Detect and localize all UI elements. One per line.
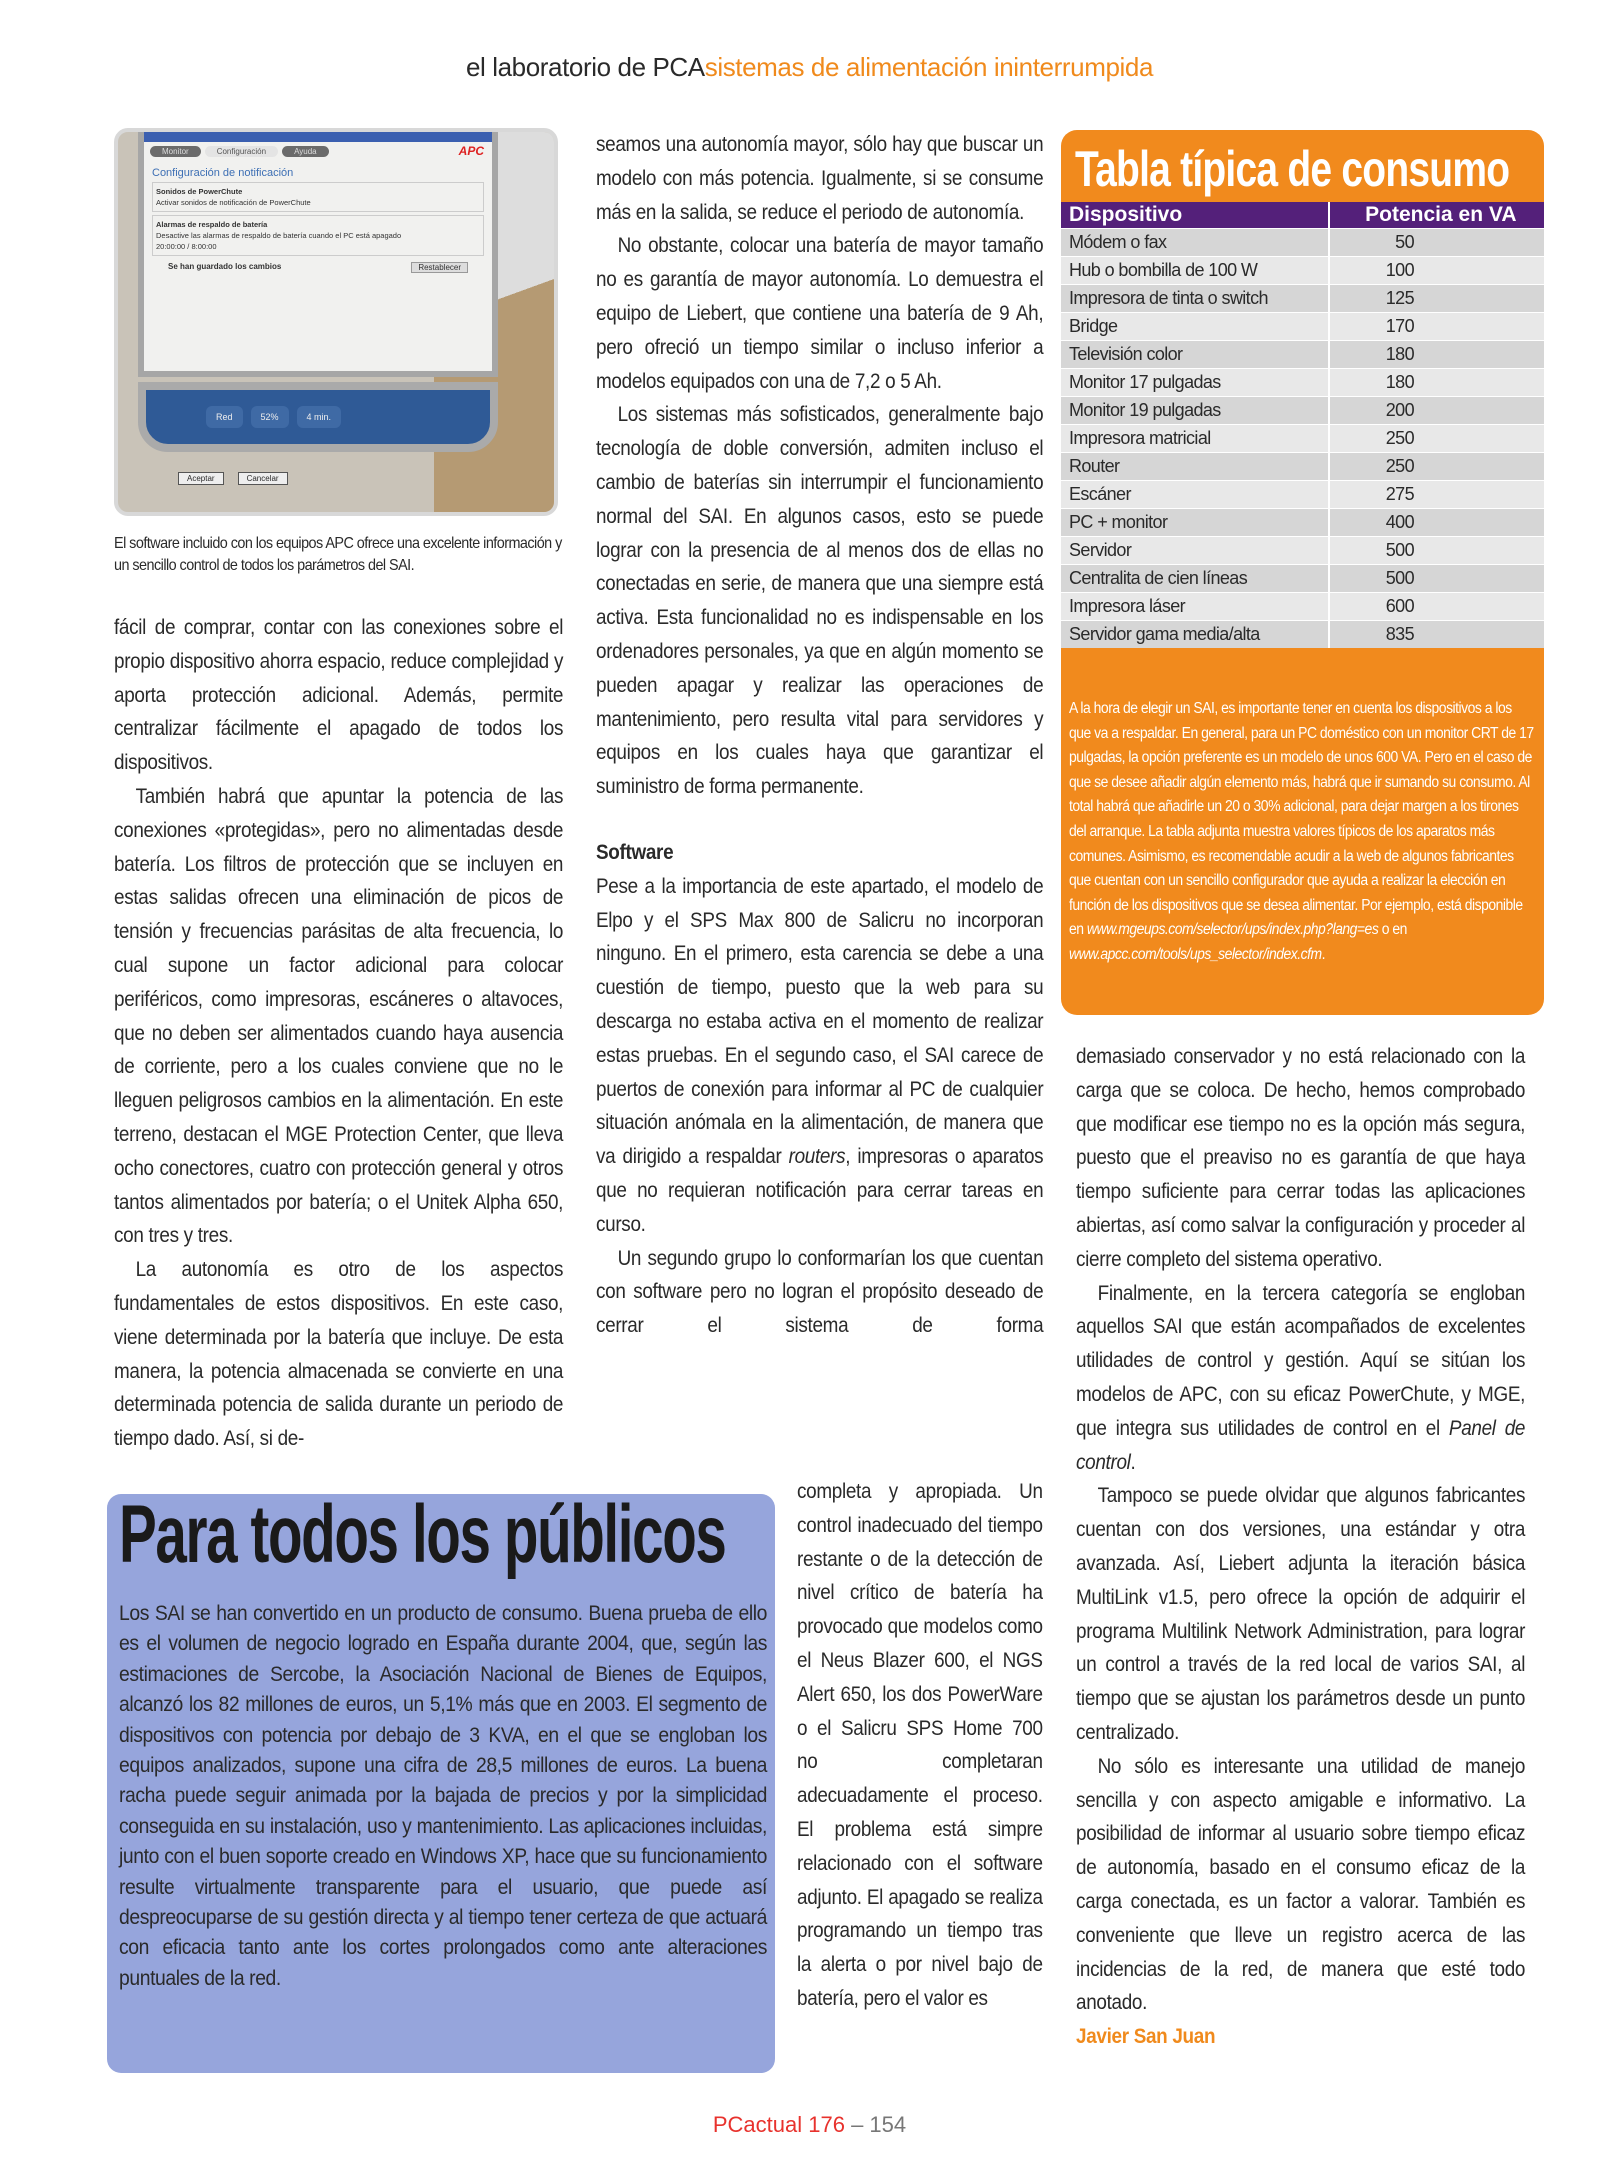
author: Javier San Juan [1076, 2025, 1216, 2049]
magazine-name: PCactual 176 [712, 2112, 845, 2137]
consumption-table-box [1061, 130, 1544, 1015]
paragraph: demasiado conservador y no está relacionado con la carga que se coloca. De hecho, hemos comprobado que modificar ese tiempo no es la opción más segura, puesto que el preaviso no es garantía de que haya tiempo suficiente para cerrar todas las aplicaciones abiertas, así como salvar la configuración y proceder al cierre completo del sistema operativo. [1076, 1045, 1526, 1271]
text: Finalmente, en la tercera categoría se engloban aquellos SAI que están acompañados de excelentes utilidades de control y gestión. Aquí se sitúan los modelos de APC, con su eficaz PowerChute, y MGE, que integra sus utilidades de control en el [1076, 1281, 1526, 1440]
italic-text: Panel de control [1076, 1416, 1526, 1474]
table-header-row [1061, 202, 1544, 229]
section-heading-software: Software [596, 840, 674, 864]
table-row [1061, 593, 1544, 621]
time-to: 8:00:00 [191, 242, 217, 251]
power-cell: 200 [1329, 397, 1544, 425]
power-cell: 250 [1329, 453, 1544, 481]
device-cell: Monitor 17 pulgadas [1061, 369, 1329, 397]
table-row [1061, 313, 1544, 341]
alarms-group: Alarmas de respaldo de batería Desactive las alarmas de respaldo de batería cuando el PC está apagado 20:00:00 / 8:00:00 [152, 215, 484, 256]
cancel-button: Cancelar [238, 472, 288, 485]
column-2-continued [797, 1475, 1043, 2016]
paragraph: Los sistemas más sofisticados, generalmente bajo tecnología de doble conversión, admiten incluso el cambio de baterías sin interrumpir el funcionamiento normal del SAI. En algunos casos, esto se puede lograr con la presencia de al menos dos de ellas no conectadas en serie, de manera que una siempre está activa. Esta funcionalidad no es indispensable en los ordenadores personales, ya que en algún momento se pueden apagar y realizar las operaciones de mantenimiento, pero resulta vital para servidores y equipos en los cuales haya que garantizar el suministro de forma permanente. [596, 403, 1044, 799]
table-note [1069, 697, 1535, 968]
device-cell: Impresora matricial [1061, 425, 1329, 453]
device-cell: Centralita de cien líneas [1061, 565, 1329, 593]
device-cell: Impresora de tinta o switch [1061, 285, 1329, 313]
power-cell: 50 [1329, 229, 1544, 257]
runtime: 4 min. [297, 406, 342, 428]
paragraph: seamos una autonomía mayor, sólo hay que buscar un modelo con más potencia. Igualmente, si se consume más en la salida, se reduce el periodo de autonomía. [596, 133, 1044, 224]
section-label: el laboratorio de PCA [465, 52, 705, 82]
table-row [1061, 341, 1544, 369]
header-device: Dispositivo [1061, 202, 1329, 229]
paragraph [596, 870, 1043, 1242]
paragraph: No sólo es interesante una utilidad de manejo sencilla y con aspecto amigable e informativo. La posibilidad de informar al usuario sobre tiempo eficaz de autonomía, basado en el consumo eficaz de la carga conectada, es un factor a valorar. También es conveniente que lleve un registro acerca de las incidencias de la red, de manera que esté todo anotado. [1076, 1754, 1526, 2015]
page-footer [0, 2112, 1619, 2138]
paragraph: También habrá que apuntar la potencia de las conexiones «protegidas», pero no alimentadas desde batería. Los filtros de protección que se incluyen en estas salidas ofrecen una eliminación de picos de tensión y frecuencias parásitas de alta frecuencia, lo cual supone un factor adicional para colocar periféricos, como impresoras, escáneres o altavoces, que no deben ser alimentados cuando haya ausencia de corriente, pero a los cuales conviene que no le lleguen peligrosos cambios en la alimentación. En este terreno, destacan el MGE Protection Center, que lleva ocho conectores, cuatro con protección general y otros tantos alimentados por batería; o el Unitek Alpha 650, con tres y tres. [114, 784, 564, 1248]
device-cell: Servidor [1061, 537, 1329, 565]
tab-ayuda: Ayuda [282, 146, 329, 157]
topic-label: sistemas de alimentación ininterrumpida [704, 52, 1154, 82]
dialog-buttons [178, 472, 288, 485]
sounds-title: Sonidos de PowerChute [156, 187, 243, 196]
table-title: Tabla típica de consumo [1075, 141, 1510, 197]
saved-row [168, 262, 468, 273]
alarms-title: Alarmas de respaldo de batería [156, 220, 268, 229]
sidebar-box-publicos [107, 1489, 775, 2073]
url-apcc: www.apcc.com/tools/ups_selector/index.cfm [1069, 945, 1322, 963]
table-row [1061, 621, 1544, 649]
power-cell: 125 [1329, 285, 1544, 313]
power-cell: 275 [1329, 481, 1544, 509]
paragraph [1076, 1277, 1525, 1480]
page-number: – 154 [844, 2112, 907, 2137]
table-row [1061, 229, 1544, 257]
power-cell: 180 [1329, 341, 1544, 369]
table-row [1061, 397, 1544, 425]
paragraph: La autonomía es otro de los aspectos fundamentales de estos dispositivos. En este caso, viene determinada por la batería que incluye. De esta manera, la potencia almacenada se convierte en una determinada potencia de salida durante un periodo de tiempo dado. Así, si de- [114, 1258, 564, 1451]
device-cell: PC + monitor [1061, 509, 1329, 537]
running-head [0, 52, 1619, 83]
box-body: Los SAI se han convertido en un producto de consumo. Buena prueba de ello es el volumen de negocio logrado en España durante 2004, que, según las estimaciones de Sercobe, la Asociación Nacional de Bienes de Equipos, alcanzó los 82 millones de euros, un 5,1% más que en 2003. El segmento de dispositivos con potencia por debajo de 3 KVA, en el que se engloban los equipos analizados, supone una cifra de 28,5 millones de euros. La buena racha puede seguir animada por la bajada de precios y por la simplicidad conseguida en su instalación, uso y mantenimiento. Las aplicaciones incluidas, junto con el buen soporte creado en Windows XP, hace que su funcionamiento resulte virtualmente transparente para el usuario, que puede así despreocuparse de su gestión directa y al tiempo tener certeza de que actuará con eficacia tanto ante los cortes prolongados como ante alteraciones puntuales de la red. [119, 1601, 767, 1990]
column-1 [114, 611, 563, 1456]
text: Pese a la importancia de este apartado, el modelo de Elpo y el SPS Max 800 de Salicru no incorporan ninguno. En el primero, esta carencia se debe a una cuestión de tiempo, puesto que la web para su descarga no estaba activa en el momento de realizar estas pruebas. En el segundo caso, el SAI carece de puertos de conexión para informar al PC de cualquier situación anómala en la alimentación, de manera que va dirigido a respaldar [596, 874, 1044, 1169]
image-caption: El software incluido con los equipos APC ofrece una excelente información y un sencillo control de todos los parámetros del SAI. [114, 535, 562, 574]
software-screenshot [114, 128, 558, 516]
table-row [1061, 481, 1544, 509]
device-cell: Servidor gama media/alta [1061, 621, 1329, 649]
reset-button: Restablecer [411, 262, 468, 273]
sounds-checkbox-label: Activar sonidos de notificación de PowerChute [156, 198, 311, 207]
device-cell: Televisión color [1061, 341, 1329, 369]
text: . [1130, 1450, 1136, 1474]
power-cell: 170 [1329, 313, 1544, 341]
battery-capacity: 52% [251, 406, 289, 428]
device-cell: Router [1061, 453, 1329, 481]
text: o en [1378, 921, 1407, 939]
device-cell: Bridge [1061, 313, 1329, 341]
table-body [1061, 229, 1544, 649]
tab-configuracion: Configuración [205, 146, 278, 157]
device-cell: Módem o fax [1061, 229, 1329, 257]
power-cell: 600 [1329, 593, 1544, 621]
text: . [1321, 945, 1326, 963]
table-row [1061, 285, 1544, 313]
url-mgeups: www.mgeups.com/selector/ups/index.php?lang=es [1086, 921, 1379, 939]
window-heading: Configuración de notificación [152, 167, 294, 179]
column-3 [1076, 1040, 1525, 2054]
paragraph: No obstante, colocar una batería de mayor tamaño no es garantía de mayor autonomía. Lo demuestra el equipo de Liebert, que contiene una batería de 9 Ah, pero ofreció un tiempo similar o incluso inferior a modelos equipados con una de 7,2 o 5 Ah. [596, 234, 1044, 393]
power-cell: 400 [1329, 509, 1544, 537]
paragraph: completa y apropiada. Un control inadecuado del tiempo restante o de la detección de nivel crítico de batería ha provocado que modelos como el Neus Blazer 600, el NGS Alert 650, los dos PowerWare o el Salicru SPS Home 700 no completaran adecuadamente el proceso. El problema está simpre relacionado con el software adjunto. El apagado se realiza programando un tiempo tras la alerta o por nivel bajo de batería, pero el valor es [797, 1480, 1043, 2010]
status-bar [138, 382, 498, 452]
header-power: Potencia en VA [1329, 202, 1544, 229]
table-row [1061, 565, 1544, 593]
paragraph: Tampoco se puede olvidar que algunos fabricantes cuentan con dos versiones, una estándar y otra avanzada. Así, Liebert adjunta la iteración básica MultiLink v1.5, pero ofrece la opción de adquirir el programa Multilink Network Administration, para lograr un control a través de la red local de varios SAI, al tiempo que se ajustan los parámetros desde un punto centralizado. [1076, 1484, 1526, 1744]
saved-message: Se han guardado los cambios [168, 262, 282, 271]
device-cell: Monitor 19 pulgadas [1061, 397, 1329, 425]
device-cell: Hub o bombilla de 100 W [1061, 257, 1329, 285]
tab-monitor: Monitor [150, 146, 201, 157]
sounds-group [152, 182, 484, 212]
text: A la hora de elegir un SAI, es importante tener en cuenta los dispositivos a los que va a respaldar. En general, para un PC doméstico con un monitor CRT de 17 pulgadas, la opción preferente es un modelo de unos 600 VA. Pero en el caso de que se desee añadir algún elemento más, habrá que ir sumando su consumo. Al total habrá que añadirle un 20 o 30% adicional, para dejar margen a los tirones del arranque. La tabla adjunta muestra valores típicos de los aparatos más comunes. Asimismo, es recomendable acudir a la web de algunos fabricantes que cuentan con un sencillo configurador que ayuda a realizar la elección en función de los dispositivos que se desea alimentar. Por ejemplo, está disponible en [1069, 700, 1534, 939]
accept-button: Aceptar [178, 472, 224, 485]
table-row [1061, 369, 1544, 397]
column-2 [596, 128, 1043, 1343]
consumption-table [1061, 202, 1544, 648]
table-row [1061, 257, 1544, 285]
power-cell: 500 [1329, 537, 1544, 565]
device-cell: Escáner [1061, 481, 1329, 509]
device-cell: Impresora láser [1061, 593, 1329, 621]
paragraph: Un segundo grupo lo conformarían los que cuentan con software pero no logran el propósito deseado de cerrar el sistema de forma [596, 1246, 1044, 1338]
paragraph: fácil de comprar, contar con las conexiones sobre el propio dispositivo ahorra espacio, reduce complejidad y aporta protección adicional. Además, permite centralizar fácilmente el apagado de todos los dispositivos. [114, 616, 564, 775]
box-title: Para todos los públicos [119, 1489, 726, 1580]
power-cell: 250 [1329, 425, 1544, 453]
apc-logo: APC [458, 144, 484, 158]
italic-text: routers [788, 1145, 846, 1169]
table-row [1061, 509, 1544, 537]
window-titlebar [144, 132, 492, 142]
table-row [1061, 425, 1544, 453]
powerchute-window [138, 132, 498, 377]
time-from: 20:00:00 [156, 242, 186, 251]
alarms-option: Desactive las alarmas de respaldo de batería cuando el PC está apagado [156, 231, 402, 240]
text: , impresoras o aparatos que no requieran notificación para cerrar tareas en curso. [596, 1145, 1044, 1236]
power-source: Red [206, 406, 243, 428]
power-cell: 180 [1329, 369, 1544, 397]
power-cell: 100 [1329, 257, 1544, 285]
table-row [1061, 537, 1544, 565]
power-cell: 500 [1329, 565, 1544, 593]
table-row [1061, 453, 1544, 481]
window-tabs [144, 142, 492, 161]
power-cell: 835 [1329, 621, 1544, 649]
